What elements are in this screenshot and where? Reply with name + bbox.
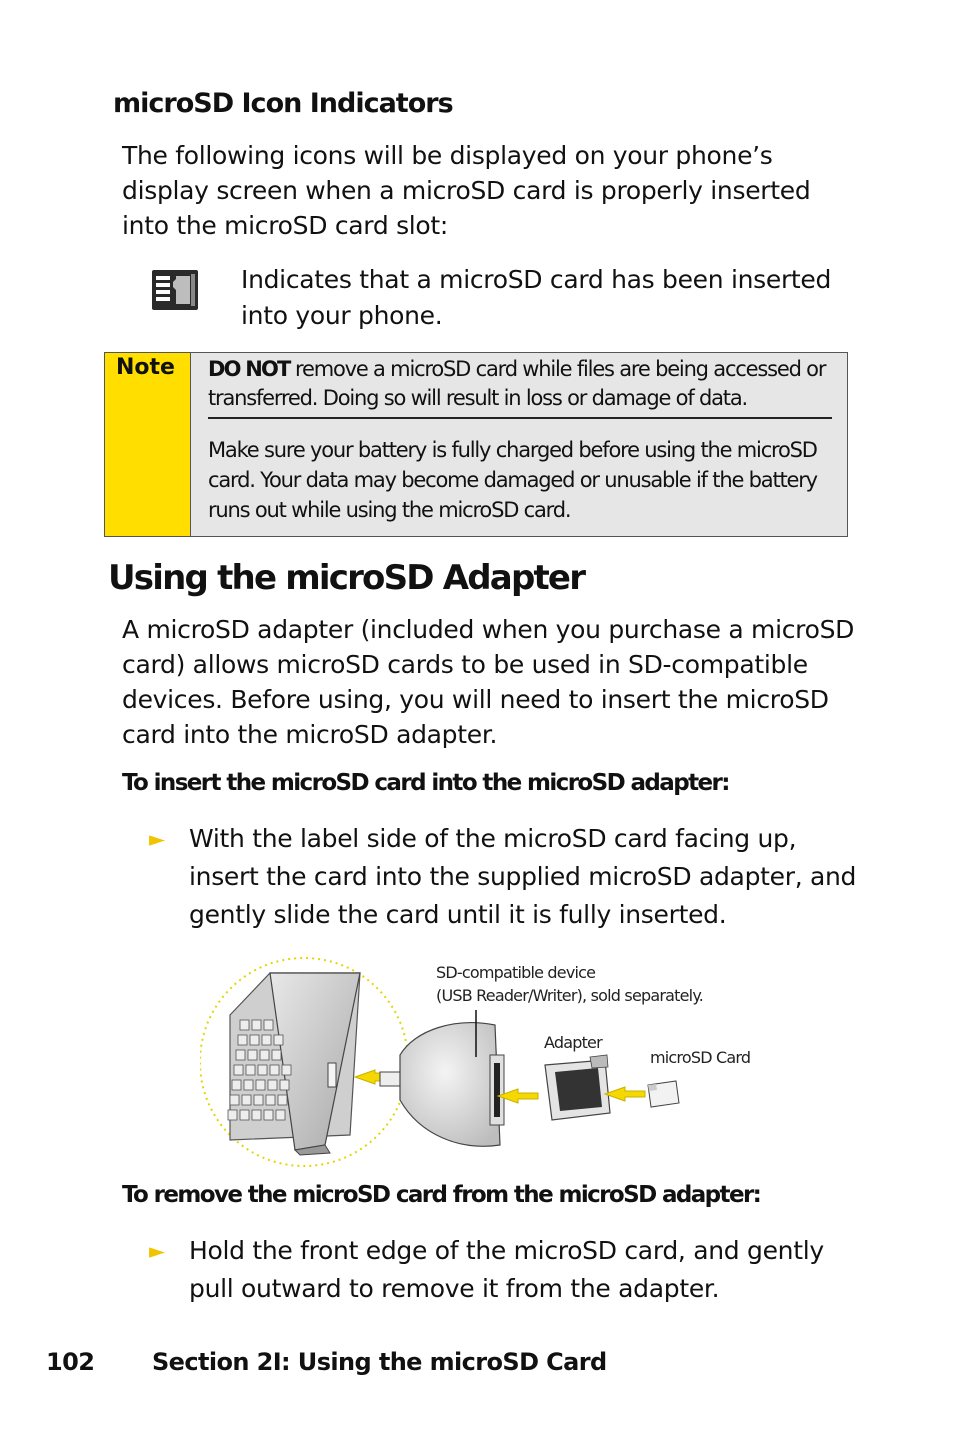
card-label: microSD Card bbox=[650, 1048, 751, 1067]
icon-indicator-row bbox=[150, 262, 870, 332]
section-subheading: microSD Icon Indicators bbox=[113, 88, 453, 119]
note-warning-text bbox=[208, 355, 828, 413]
device-label-line2: (USB Reader/Writer), sold separately. bbox=[436, 986, 703, 1005]
remove-step bbox=[149, 1232, 869, 1312]
usb-adapter-illustration bbox=[380, 1023, 504, 1147]
remove-step-text: Hold the front edge of the microSD card, and gently pull outward to remove it from the adapter. bbox=[189, 1236, 824, 1303]
adapter-illustration bbox=[200, 955, 780, 1170]
note-label: Note bbox=[116, 355, 175, 380]
insert-step-text: With the label side of the microSD card facing up, insert the card into the supplied microSD adapter, and gently slide the card until it is fully inserted. bbox=[189, 824, 857, 929]
remove-procedure-heading: To remove the microSD card from the microSD adapter: bbox=[122, 1182, 761, 1208]
section-heading: Using the microSD Adapter bbox=[108, 558, 585, 598]
bullet-arrow-icon: ► bbox=[149, 827, 165, 851]
device-label-line1: SD-compatible device bbox=[436, 963, 596, 982]
adapter-paragraph: A microSD adapter (included when you purchase a microSD card) allows microSD cards to be used in SD-compatible devices. Before using, you will need to insert the microSD card into the microSD adapter. bbox=[122, 615, 855, 749]
note-battery-text: Make sure your battery is fully charged before using the microSD card. Your data may become damaged or unusable if the battery runs out while using the microSD card. bbox=[208, 438, 817, 522]
microsd-card-illustration bbox=[648, 1081, 679, 1107]
insert-step bbox=[149, 820, 869, 940]
sd-adapter-illustration bbox=[545, 1055, 610, 1120]
sd-device-illustration bbox=[228, 973, 360, 1155]
adapter-label: Adapter bbox=[544, 1033, 602, 1052]
microsd-card-icon bbox=[150, 268, 200, 312]
icon-description: Indicates that a microSD card has been inserted into your phone. bbox=[241, 265, 832, 330]
note-warning-rest: remove a microSD card while files are being accessed or transferred. Doing so will result in loss or damage of data. bbox=[208, 357, 826, 410]
device-label bbox=[436, 961, 703, 1007]
intro-paragraph: The following icons will be displayed on your phone’s display screen when a microSD card is properly inserted into the microSD card slot: bbox=[122, 141, 811, 240]
note-label-column bbox=[105, 353, 191, 536]
footer-section-title: Section 2I: Using the microSD Card bbox=[152, 1348, 607, 1376]
note-warning-emphasis: DO NOT bbox=[208, 357, 290, 381]
note-box bbox=[104, 352, 848, 537]
page-number: 102 bbox=[46, 1348, 95, 1376]
insert-procedure-heading: To insert the microSD card into the microSD adapter: bbox=[122, 770, 729, 796]
arrow-into-adapter-icon bbox=[605, 1087, 645, 1101]
bullet-arrow-icon: ► bbox=[149, 1239, 165, 1263]
note-divider bbox=[208, 417, 832, 419]
